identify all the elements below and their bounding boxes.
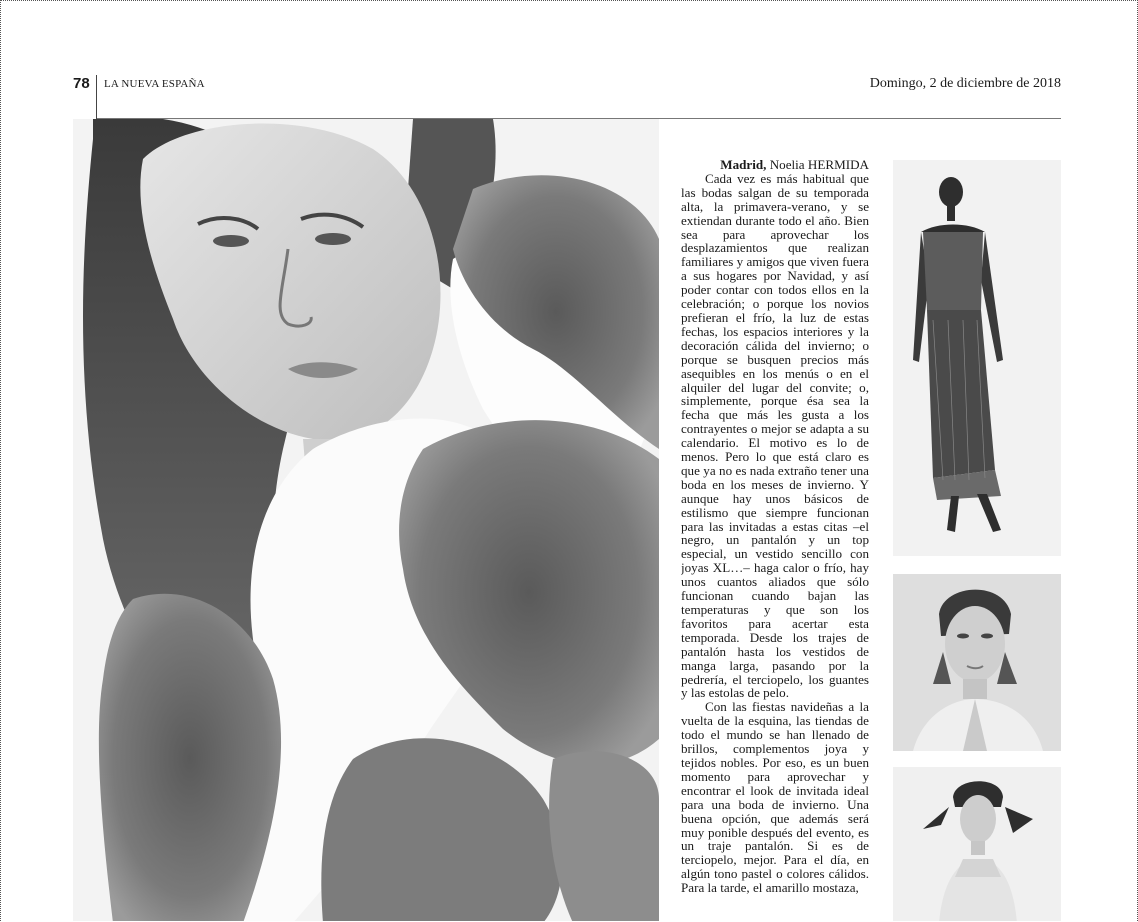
side-photo-earrings-portrait bbox=[893, 574, 1061, 751]
newspaper-name: LA NUEVA ESPAÑA bbox=[104, 78, 205, 90]
hero-photo-illustration bbox=[73, 119, 659, 921]
page-number: 78 bbox=[73, 75, 90, 92]
page-header bbox=[73, 75, 1061, 95]
header-separator bbox=[96, 75, 97, 119]
side-photo-sequin-dress bbox=[893, 160, 1061, 556]
side-photo-headscarf bbox=[893, 767, 1061, 921]
article-paragraph: Cada vez es más habitual que las bodas salgan de su temporada alta, la primavera-verano, y se extiendan durante todo el año. Bien sea para aprovechar los desplazamientos que realizan familiares y amigos que viven fuera a sus hogares por Navidad, y así poder contar con todos ellos en la celebración; o porque los novios prefieran el frío, la luz de estas fechas, los espacios interiores y la decoración cálida del invierno; o porque se busquen precios más asequibles en los menús o en el alquiler del lugar del convite; o, simplemente, porque ésa sea la fecha que más les gusta a los contrayentes o mejor se adapta a su calendario. El motivo es lo de menos. Pero lo que está claro es que ya no es nada extraño tener una boda en los meses de invierno. Y aunque hay unos básicos de estilismo que siempre funcionan para las invitadas a estas citas –el negro, un pantalón y un top especial, un vestido sencillo con joyas XL…– haga calor o frío, hay unos cuantos aliados que sólo funcionan cuando bajan las temperaturas y que son los favoritos para acertar esta temporada. Desde los trajes de pantalón hasta los vestidos de manga larga, pasando por la pedrería, el terciopelo, los guantes y las estolas de pelo. bbox=[681, 170, 869, 701]
issue-date: Domingo, 2 de diciembre de 2018 bbox=[869, 76, 1061, 91]
byline bbox=[681, 158, 869, 172]
side-photo-illustration bbox=[893, 160, 1061, 556]
byline-city: Madrid, bbox=[720, 158, 767, 172]
hero-photo bbox=[73, 119, 659, 921]
side-photo-illustration bbox=[893, 767, 1061, 921]
byline-author: Noelia HERMIDA bbox=[769, 158, 869, 172]
article-body bbox=[681, 158, 869, 921]
article-paragraph: Con las fiestas navideñas a la vuelta de la esquina, las tiendas de todo el mundo se han llenado de brillos, complementos joya y tejidos nobles. Por eso, es un buen momento para aprovechar y encontrar el look de invitada ideal para una boda de invierno. Una buena opción, que además será muy ponible después del evento, es un traje pantalón. Si es de terciopelo, mejor. Para el día, en algún tono pastel o colores cálidos. Para la tarde, el amarillo mostaza, bbox=[681, 699, 869, 896]
side-photo-illustration bbox=[893, 574, 1061, 751]
